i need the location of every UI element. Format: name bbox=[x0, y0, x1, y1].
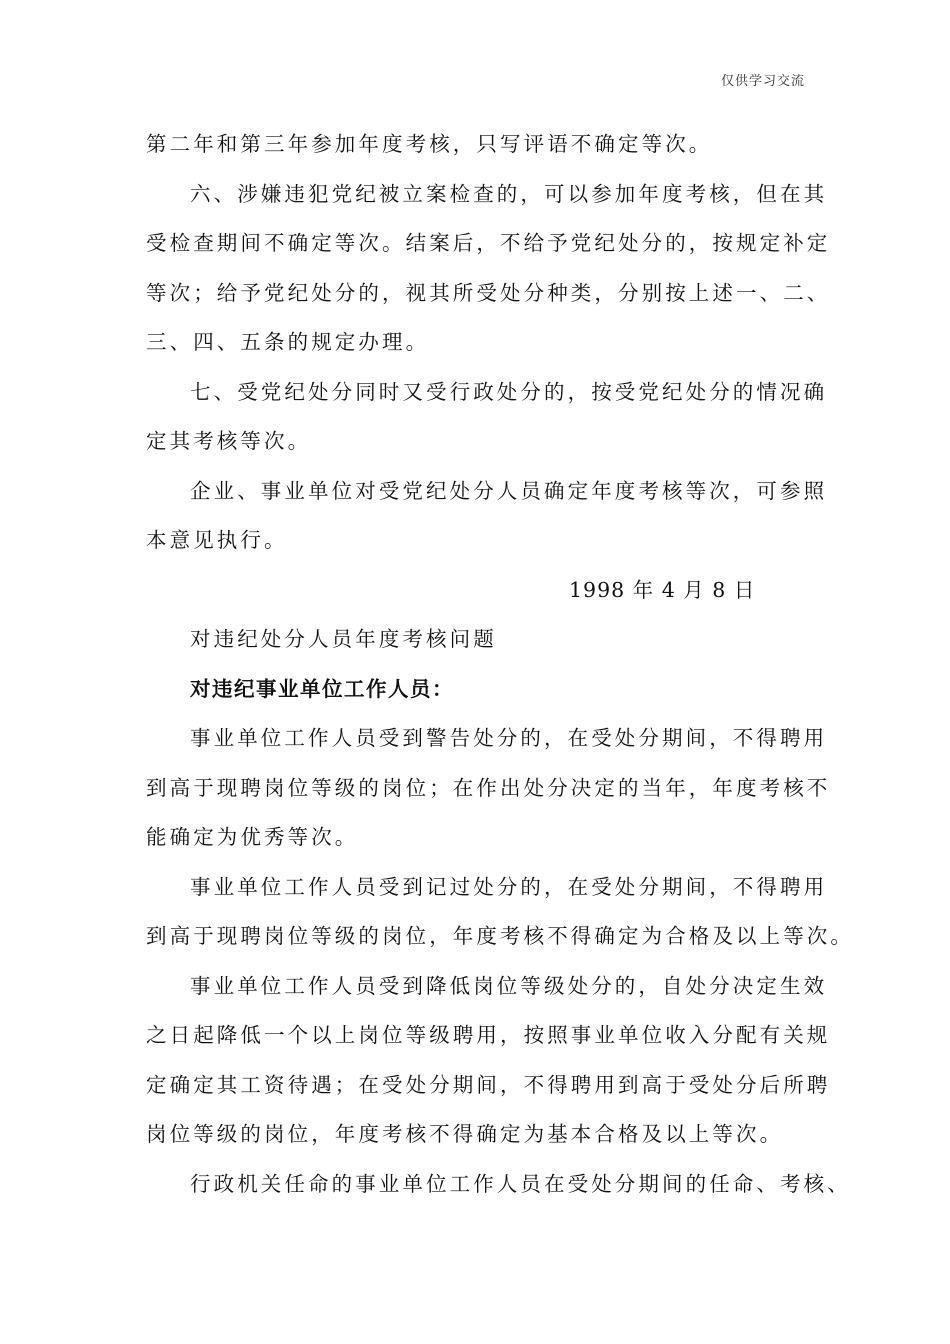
section-heading: 对违纪事业单位工作人员： bbox=[190, 676, 454, 701]
document-body bbox=[146, 120, 854, 1209]
text-line: 事业单位工作人员受到降低岗位等级处分的，自处分决定生效 bbox=[190, 973, 828, 998]
text-line: 三、四、五条的规定办理。 bbox=[146, 330, 430, 354]
header-note: 仅供学习交流 bbox=[720, 74, 805, 89]
section-title: 对违纪处分人员年度考核问题 bbox=[190, 627, 497, 651]
text-line: 事业单位工作人员受到警告处分的，在受处分期间，不得聘用 bbox=[190, 726, 828, 750]
text-line: 受检查期间不确定等次。结案后，不给予党纪处分的，按规定补定 bbox=[146, 231, 831, 255]
text-line: 能确定为优秀等次。 bbox=[146, 825, 359, 849]
text-line: 定其考核等次。 bbox=[146, 429, 312, 453]
text-line: 定确定其工资待遇；在受处分期间，不得聘用到高于受处分后所聘 bbox=[146, 1072, 831, 1097]
text-line: 本意见执行。 bbox=[146, 528, 288, 552]
text-line: 第二年和第三年参加年度考核，只写评语不确定等次。 bbox=[146, 132, 713, 156]
text-line: 到高于现聘岗位等级的岗位，年度考核不得确定为合格及以上等次。 bbox=[146, 924, 854, 948]
text-line: 到高于现聘岗位等级的岗位；在作出处分决定的当年，年度考核不 bbox=[146, 775, 831, 800]
text-line: 之日起降低一个以上岗位等级聘用，按照事业单位收入分配有关规 bbox=[146, 1023, 831, 1047]
text-line: 企业、事业单位对受党纪处分人员确定年度考核等次，可参照 bbox=[190, 478, 828, 503]
text-line: 六、涉嫌违犯党纪被立案检查的，可以参加年度考核，但在其 bbox=[190, 181, 828, 206]
text-line: 岗位等级的岗位，年度考核不得确定为基本合格及以上等次。 bbox=[146, 1122, 784, 1146]
document-date: 1998 年 4 月 8 日 bbox=[569, 577, 756, 602]
text-line: 事业单位工作人员受到记过处分的，在受处分期间，不得聘用 bbox=[190, 874, 828, 899]
text-line: 七、受党纪处分同时又受行政处分的，按受党纪处分的情况确 bbox=[190, 379, 828, 404]
text-line: 等次；给予党纪处分的，视其所受处分种类，分别按上述一、二、 bbox=[146, 280, 831, 305]
text-line: 行政机关任命的事业单位工作人员在受处分期间的任命、考核、 bbox=[190, 1171, 851, 1196]
